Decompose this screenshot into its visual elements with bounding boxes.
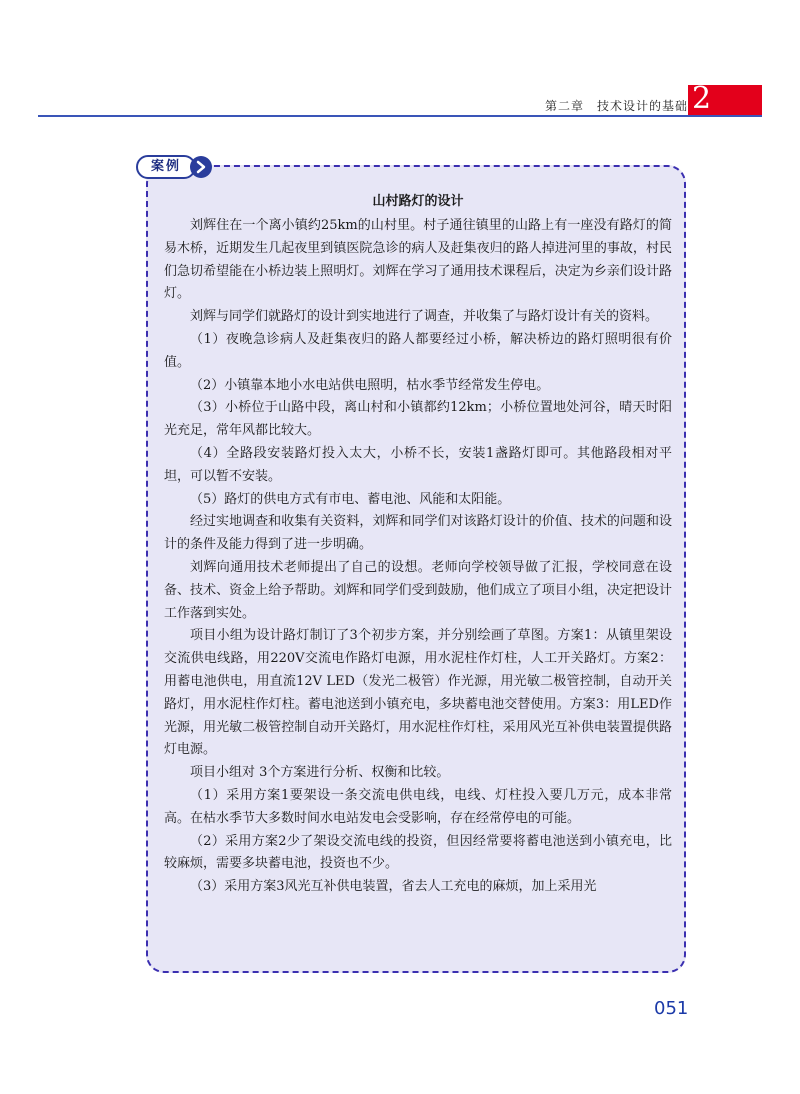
- paragraph: （1）夜晚急诊病人及赶集夜归的路人都要经过小桥，解决桥边的路灯照明很有价值。: [164, 331, 672, 370]
- chapter-number: 2: [692, 81, 712, 116]
- paragraph: （3）采用方案3风光互补供电装置，省去人工充电的麻烦，加上采用光: [190, 879, 597, 895]
- paragraph: （2）采用方案2少了架设交流电线的投资，但因经常要将蓄电池送到小镇充电，比较麻烦，需要多块蓄电池，投资也不少。: [164, 833, 672, 872]
- paragraph: （3）小桥位于山路中段，离山村和小镇都约12km；小桥位置地处河谷，晴天时阳光充足，常年风都比较大。: [164, 400, 672, 439]
- paragraph: 项目小组对 3个方案进行分析、权衡和比较。: [190, 765, 450, 781]
- paragraph: 刘辉向通用技术老师提出了自己的设想。老师向学校领导做了汇报，学校同意在设备、技术、资金上给予帮助。刘辉和同学们受到鼓励，他们成立了项目小组，决定把设计工作落到实处。: [164, 559, 672, 621]
- chapter-badge: [688, 81, 762, 116]
- paragraph: 项目小组为设计路灯制订了3个初步方案，并分别绘画了草图。方案1：从镇里架设交流供电线路，用220V交流电作路灯电源，用水泥柱作灯柱，人工开关路灯。方案2：用蓄电池供电，用直流12V LED（发光二极管）作光源，用光敏二极管控制，自动开关路灯，用水泥柱作灯柱。蓄电池送到小镇充电，多块蓄电池交替使用。方案3：用LED作光源，用光敏二极管控制自动开关路灯，用水泥柱作灯柱，采用风光互补供电装置提供路灯电源。: [164, 628, 672, 758]
- paragraph: （2）小镇靠本地小水电站供电照明，枯水季节经常发生停电。: [190, 377, 550, 393]
- chevron-right-icon: [190, 156, 212, 178]
- page-number: 051: [654, 998, 689, 1019]
- paragraph: 刘辉与同学们就路灯的设计到实地进行了调查，并收集了与路灯设计有关的资料。: [190, 309, 659, 325]
- case-tag-label: 案例: [136, 155, 196, 179]
- paragraph: 经过实地调查和收集有关资料，刘辉和同学们对该路灯设计的价值、技术的问题和设计的条件及能力得到了进一步明确。: [164, 514, 672, 553]
- header-rule: [38, 115, 762, 117]
- case-title: 山村路灯的设计: [372, 194, 464, 209]
- paragraph: （5）路灯的供电方式有市电、蓄电池、风能和太阳能。: [190, 491, 511, 507]
- case-tag: [128, 152, 210, 182]
- paragraph: （4）全路段安装路灯投入太大，小桥不长，安装1盏路灯即可。其他路段相对平坦，可以暂不安装。: [164, 445, 672, 484]
- paragraph: 刘辉住在一个离小镇约25km的山村里。村子通往镇里的山路上有一座没有路灯的简易木桥，近期发生几起夜里到镇医院急诊的病人及赶集夜归的路人掉进河里的事故，村民们急切希望能在小桥边装上照明灯。刘辉在学习了通用技术课程后，决定为乡亲们设计路灯。: [164, 218, 672, 302]
- chapter-title: 第二章 技术设计的基础: [544, 99, 688, 113]
- paragraph: （1）采用方案1要架设一条交流电供电线，电线、灯柱投入要几万元，成本非常高。在枯水季节大多数时间水电站发电会受影响，存在经常停电的可能。: [164, 787, 672, 826]
- case-content: [164, 193, 672, 899]
